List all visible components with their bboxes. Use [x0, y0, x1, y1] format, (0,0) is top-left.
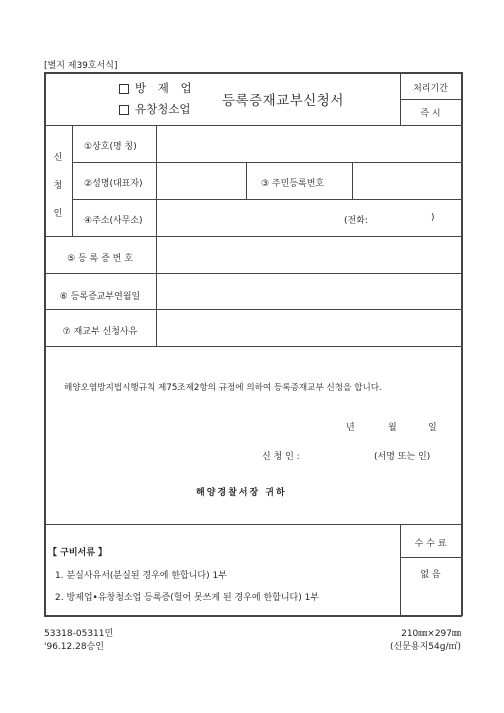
fee-label: 수 수 료: [414, 539, 447, 549]
date-year: 년: [346, 423, 355, 433]
detail-line-1: [44, 273, 462, 274]
issue-date-label: ⑥ 등록증교부연월일: [59, 292, 141, 302]
applicant-label-divider: [156, 125, 157, 236]
reissue-reason-label: ⑦ 재교부 신청사유: [62, 327, 138, 337]
frame-right: [461, 72, 463, 616]
phone-close: ): [431, 213, 435, 223]
fee-mid-line: [400, 557, 461, 558]
reg-cert-number-label: ⑤ 등 록 증 번 호: [67, 254, 133, 264]
paper-size: 210㎜×297㎜: [401, 629, 461, 639]
address-label: ④주소(사무소): [84, 216, 143, 226]
required-doc-item-2: 2. 방제업•유창청소업 등록증(헐어 못쓰게 된 경우에 한합니다) 1부: [55, 593, 320, 603]
reg-no-divider-right: [352, 162, 353, 199]
fee-value: 없 음: [420, 570, 441, 580]
paper-type: (신문용지54g/㎡): [390, 642, 461, 652]
phone-label: (전화:: [344, 216, 368, 226]
statement-text: 해양오염방지법시행규칙 제75조제2항의 규정에 의하여 등록증재교부 신청을 합니다.: [64, 383, 382, 393]
resident-reg-no-label: ③ 주민등록번호: [261, 179, 325, 189]
recipient: 해양경찰서장 귀하: [196, 488, 287, 498]
applicant-side-label-3: 인: [53, 209, 63, 219]
business-name-label: ①상호(명 칭): [84, 142, 137, 152]
frame-bottom: [44, 615, 462, 617]
page-title: 등록증재교부신청서: [222, 93, 344, 109]
applicant-bottom-line: [44, 236, 462, 237]
detail-line-2: [44, 309, 462, 310]
applicant-side-label-2: 청: [53, 181, 63, 191]
processing-value: 즉 시: [420, 109, 441, 119]
sign-or-seal: (서명 또는 인): [374, 452, 431, 462]
detail-label-divider: [156, 236, 157, 346]
reg-no-divider-left: [246, 162, 247, 199]
applicant-side-divider: [72, 125, 73, 236]
approval-date: '96.12.28승인: [44, 642, 104, 652]
option-yuchang: 유창청소업: [119, 101, 191, 117]
checkbox-icon: [119, 105, 129, 115]
checkbox-icon: [119, 84, 129, 94]
date-day: 일: [428, 423, 437, 433]
required-docs-heading: 【 구비서류 】: [48, 548, 108, 558]
option-bang-je: 방 제 업: [119, 80, 196, 96]
applicant-sign-label: 신 청 인 :: [262, 452, 300, 462]
applicant-side-label-1: 신: [53, 153, 63, 163]
required-doc-item-1: 1. 분실사유서(분실된 경우에 한합니다) 1부: [55, 571, 227, 581]
applicant-row-line-2: [72, 199, 462, 200]
date-month: 월: [388, 423, 397, 433]
header-bottom-line: [44, 125, 462, 126]
form-label: [별지 제39호서식]: [44, 61, 118, 71]
applicant-row-line-1: [72, 162, 462, 163]
representative-label: ②성명(대표자): [84, 179, 143, 189]
processing-mid-line: [400, 99, 461, 100]
form-code: 53318-05311민: [44, 629, 114, 639]
detail-bottom-line: [44, 346, 462, 347]
processing-label: 처리기간: [413, 84, 448, 94]
